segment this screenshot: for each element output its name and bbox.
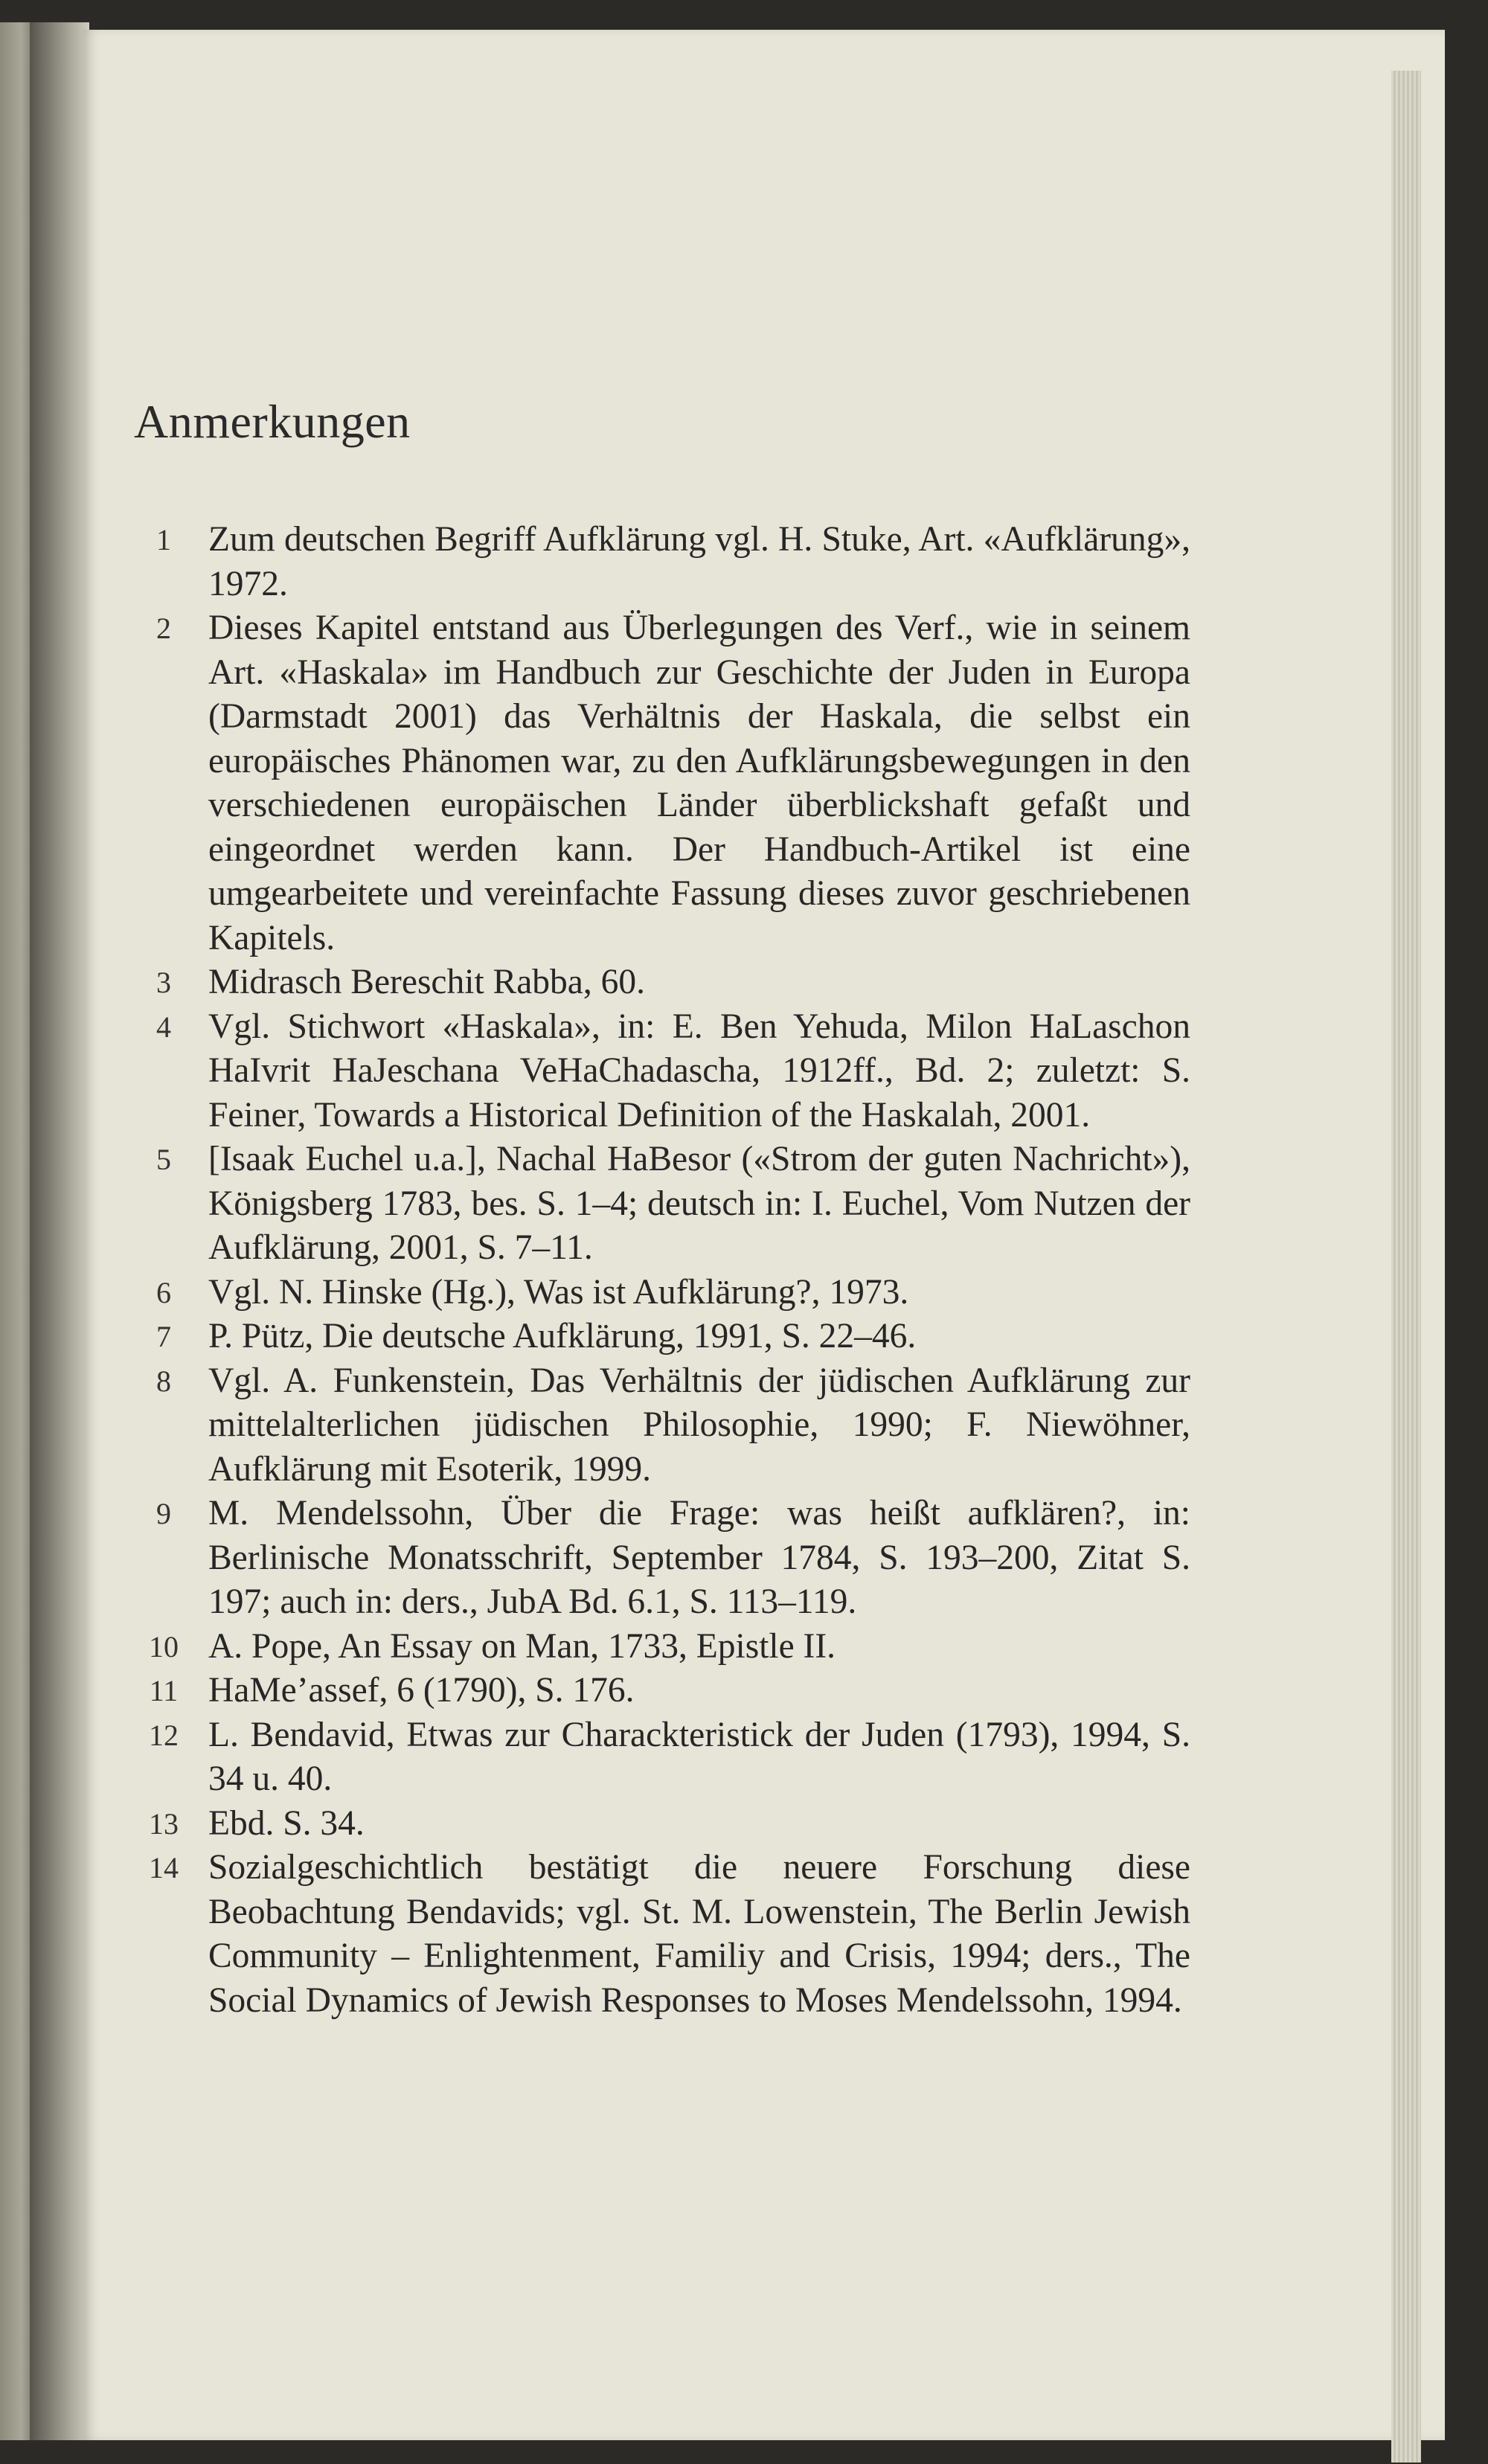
endnote: [141, 1625, 1190, 1669]
endnotes-list: [141, 518, 1190, 2023]
note-number: 7: [156, 1320, 171, 1353]
endnote: [141, 1359, 1190, 1492]
endnote: [141, 1315, 1190, 1359]
note-number: 11: [149, 1674, 179, 1707]
note-number: 1: [156, 523, 171, 556]
endnote: [141, 1138, 1190, 1271]
note-number: 2: [156, 612, 171, 645]
endnote: [141, 960, 1190, 1005]
endnote: [141, 1846, 1190, 2023]
note-number: 9: [156, 1497, 171, 1530]
note-text: A. Pope, An Essay on Man, 1733, Epistle II.: [208, 1626, 836, 1666]
endnote: [141, 518, 1190, 606]
endnote: [141, 1713, 1190, 1802]
note-text: Vgl. N. Hinske (Hg.), Was ist Aufklärung?, 1973.: [208, 1272, 909, 1312]
note-text: Dieses Kapitel entstand aus Überlegungen des Verf., wie in seinem Art. «Haskala» im Handbuch zur Geschichte der Juden in Europa (Darmstadt 2001) das Verhältnis der Haskala, die selbst ein europäisches Phänomen war, zu den Aufklärungsbewegungen in den verschiedenen europäischen Länder überblickshaft gefaßt und eingeordnet werden kann. Der Handbuch-Artikel ist eine umgearbeitete und vereinfachte Fassung dieses zuvor geschriebenen Kapitels.: [208, 609, 1190, 957]
note-text: HaMe’assef, 6 (1790), S. 176.: [208, 1671, 635, 1710]
note-text: Sozialgeschichtlich bestätigt die neuere Forschung diese Beobachtung Bendavids; vgl. St. M. Lowenstein, The Berlin Jewish Community – Enlightenment, Familiy and Crisis, 1994; ders., The Social Dynamics of Jewish Responses to Moses Mendelssohn, 1994.: [208, 1848, 1190, 2020]
note-number: 3: [156, 966, 171, 999]
endnote: [141, 1492, 1190, 1625]
endnote: [141, 1005, 1190, 1138]
endnote: [141, 606, 1190, 960]
note-text: [Isaak Euchel u.a.], Nachal HaBesor («Strom der guten Nachricht»), Königsberg 1783, bes. S. 1–4; deutsch in: I. Euchel, Vom Nutzen der Aufklärung, 2001, S. 7–11.: [208, 1140, 1190, 1267]
note-text: Vgl. A. Funkenstein, Das Verhältnis der jüdischen Aufklärung zur mittelalterlichen jüdischen Philosophie, 1990; F. Niewöhner, Aufklärung mit Esoterik, 1999.: [208, 1361, 1190, 1489]
note-number: 14: [149, 1851, 179, 1884]
note-number: 6: [156, 1275, 171, 1309]
endnote: [141, 1802, 1190, 1847]
book-gutter: [30, 22, 89, 2440]
note-number: 8: [156, 1364, 171, 1398]
note-number: 10: [149, 1629, 179, 1663]
note-text: P. Pütz, Die deutsche Aufklärung, 1991, S. 22–46.: [208, 1317, 917, 1355]
note-number: 4: [156, 1010, 171, 1044]
note-text: Midrasch Bereschit Rabba, 60.: [208, 963, 646, 1001]
page-stack-edge: [1391, 71, 1421, 2463]
endnote: [141, 1271, 1190, 1315]
note-text: M. Mendelssohn, Über die Frage: was heißt aufklären?, in: Berlinische Monatsschrift, September 1784, S. 193–200, Zitat S. 197; auch in: ders., JubA Bd. 6.1, S. 113–119.: [208, 1494, 1190, 1621]
note-number: 12: [149, 1718, 179, 1752]
note-text: Ebd. S. 34.: [208, 1803, 365, 1843]
note-text: L. Bendavid, Etwas zur Charackteristick der Juden (1793), 1994, S. 34 u. 40.: [208, 1715, 1190, 1798]
page-title: Anmerkungen: [134, 395, 411, 448]
note-number: 13: [149, 1806, 179, 1841]
endnote: [141, 1669, 1190, 1713]
note-text: Vgl. Stichwort «Haskala», in: E. Ben Yehuda, Milon HaLaschon HaIvrit HaJeschana VeHaChadascha, 1912ff., Bd. 2; zuletzt: S. Feiner, Towards a Historical Definition of the Haskalah, 2001.: [208, 1007, 1190, 1135]
note-text: Zum deutschen Begriff Aufklärung vgl. H. Stuke, Art. «Aufklärung», 1972.: [208, 520, 1190, 603]
note-number: 5: [156, 1143, 171, 1176]
